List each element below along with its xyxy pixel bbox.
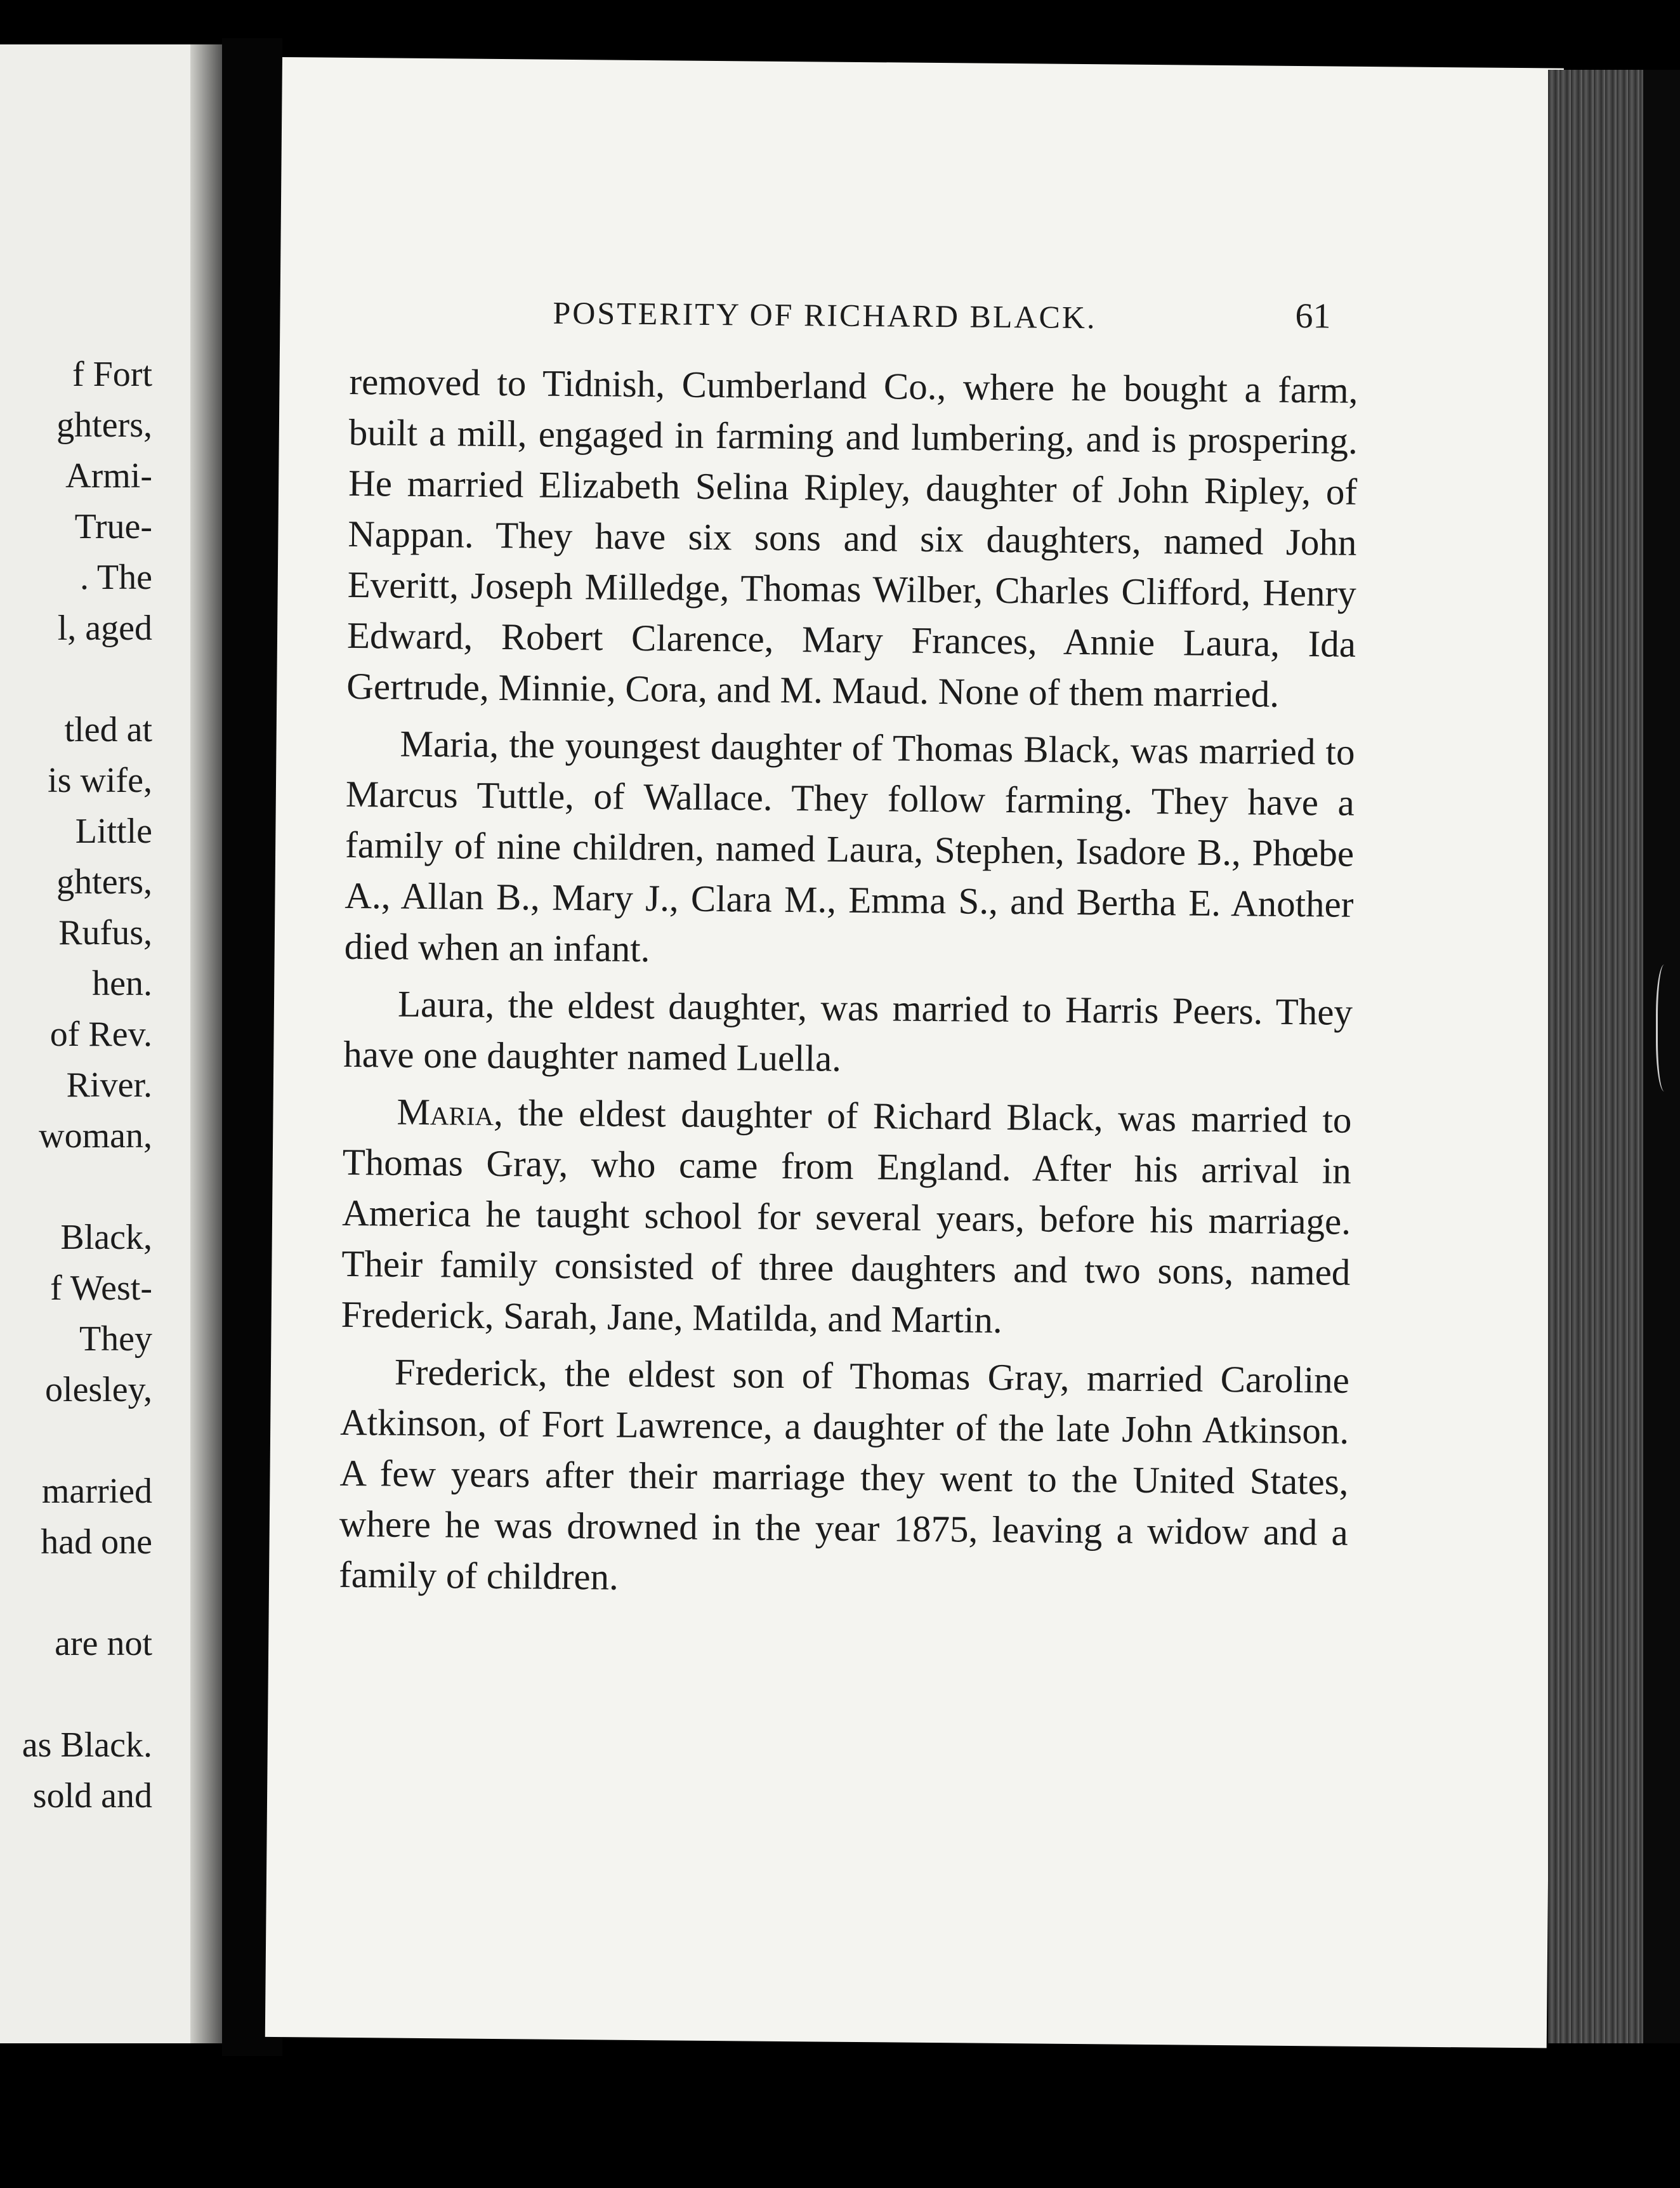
- paper-smudge: [1656, 965, 1677, 1091]
- left-page-line: as Black.: [22, 1725, 152, 1765]
- left-page-line: f Fort: [72, 355, 152, 394]
- paragraph: Laura, the eldest daughter, was married to Harris Peers. They have one daughter named Luella.: [343, 982, 1353, 1079]
- page-number: 61: [1295, 296, 1331, 336]
- left-page-line: Rufus,: [58, 913, 152, 952]
- left-page-line: True-: [74, 507, 152, 546]
- left-page-line: ghters,: [56, 862, 152, 902]
- left-page-line: They: [79, 1319, 152, 1359]
- left-page-line: woman,: [39, 1116, 152, 1156]
- left-page-line: l, aged: [57, 609, 152, 648]
- paragraph: Maria, the youngest daughter of Thomas Black, was married to Marcus Tuttle, of Wallace. They follow farming. They have a family of nine children, named Laura, Stephen, Isadore B., Phœbe A., Allan B., Mary J., Clara M., Emma S., and Bertha E. Another died when an infant.: [344, 722, 1355, 970]
- small-caps-name: Maria: [397, 1090, 494, 1133]
- left-page-line: hen.: [92, 964, 152, 1003]
- left-page-line: is wife,: [48, 761, 152, 800]
- left-page-line: olesley,: [45, 1370, 152, 1409]
- left-page: [0, 44, 209, 2043]
- paragraph: [341, 1086, 1351, 1348]
- left-page-line: f West-: [50, 1269, 152, 1308]
- page-edge: [1548, 70, 1643, 2043]
- left-page-line: Armi-: [65, 456, 152, 496]
- paragraph: removed to Tidnish, Cumberland Co., where he bought a farm, built a mill, engaged in farming and lumbering, and is prospering. He married Elizabeth Selina Ripley, daughter of John Ripley, of Nappan. They have six sons and six daughters, named John Everitt, Joseph Milledge, Thomas Wilber, Charles Clifford, Henry Edward, Robert Clarence, Mary Frances, Annie Laura, Ida Gertrude, Minnie, Cora, and M. Maud. None of them married.: [346, 360, 1358, 715]
- left-page-line: had one: [41, 1522, 152, 1562]
- paragraph: Frederick, the eldest son of Thomas Gray, married Caroline Atkinson, of Fort Lawrence, a daughter of the late John Atkinson. A few years after their marriage they went to the United States, where he was drowned in the year 1875, leaving a widow and a family of children.: [338, 1350, 1350, 1598]
- left-page-line: married: [41, 1472, 152, 1511]
- left-page-line: tled at: [64, 710, 152, 749]
- left-page-line: River.: [66, 1065, 152, 1105]
- paragraph-text: , the eldest daughter of Richard Black, was married to Thomas Gray, who came from England. After his arrival in America he taught school for several years, before his marriage. Their family consisted of three daughters and two sons, named Frederick, Sarah, Jane, Matilda, and Martin.: [341, 1091, 1352, 1341]
- left-page-line: . The: [79, 558, 152, 597]
- left-page-line: sold and: [32, 1776, 152, 1816]
- left-page-line: ghters,: [56, 405, 152, 445]
- left-page-line: are not: [55, 1624, 152, 1663]
- right-page: [265, 57, 1564, 2048]
- left-page-line: Black,: [60, 1218, 152, 1257]
- left-page-line: Little: [75, 812, 152, 851]
- body-text: [339, 356, 1358, 1615]
- running-head: POSTERITY OF RICHARD BLACK.: [553, 294, 1097, 336]
- left-page-line: of Rev.: [49, 1015, 152, 1054]
